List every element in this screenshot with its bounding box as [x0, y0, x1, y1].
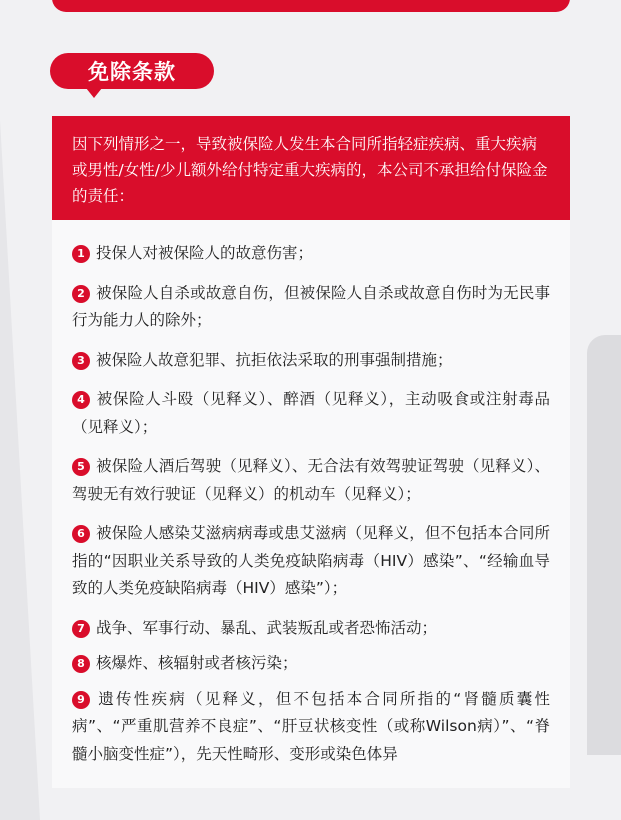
item-number-badge: 3 [72, 352, 90, 370]
intro-text: 因下列情形之一，导致被保险人发生本合同所指轻症疾病、重大疾病或男性/女性/少儿额外给付特定重大疾病的，本公司不承担给付保险金的责任： [72, 135, 548, 205]
item-text: 投保人对被保险人的故意伤害； [96, 244, 314, 262]
item-number-badge: 6 [72, 525, 90, 543]
item-text: 被保险人故意犯罪、抗拒依法采取的刑事强制措施； [96, 350, 453, 369]
background-shape [0, 120, 40, 820]
list-item [72, 615, 550, 643]
item-text: 被保险人斗殴（见释义）、醉酒（见释义），主动吸食或注射毒品（见释义）； [72, 390, 550, 436]
item-text: 被保险人感染艾滋病病毒或患艾滋病（见释义，但不包括本合同所指的“因职业关系导致的人类免疫缺陷病毒（HIV）感染”、“经输血导致的人类免疫缺陷病毒（HIV）感染”）； [72, 524, 550, 597]
exclusion-list [52, 220, 570, 788]
section-intro [52, 116, 570, 220]
list-item [72, 386, 550, 441]
item-number-badge: 8 [72, 655, 90, 673]
list-item [72, 240, 550, 268]
item-text: 核爆炸、核辐射或者核污染； [96, 654, 298, 672]
item-number-badge: 7 [72, 620, 90, 638]
list-item [72, 520, 550, 603]
top-banner-edge [52, 0, 570, 12]
background-silhouette [587, 335, 621, 755]
list-item [72, 686, 550, 769]
list-item [72, 280, 550, 335]
item-number-badge: 9 [72, 691, 90, 709]
list-item [72, 650, 550, 678]
item-text: 被保险人酒后驾驶（见释义）、无合法有效驾驶证驾驶（见释义）、驾驶无有效行驶证（见释义）的机动车（见释义）； [72, 457, 550, 503]
item-text: 战争、军事行动、暴乱、武装叛乱或者恐怖活动； [96, 618, 438, 637]
item-number-badge: 2 [72, 285, 90, 303]
item-number-badge: 4 [72, 391, 90, 409]
item-number-badge: 1 [72, 245, 90, 263]
list-item [72, 347, 550, 375]
item-text: 遗传性疾病（见释义，但不包括本合同所指的“肾髓质囊性病”、“严重肌营养不良症”、“肝豆状核变性（或称Wilson病）”、“脊髓小脑变性症”），先天性畸形、变形或染色体异 [72, 689, 550, 763]
item-number-badge: 5 [72, 458, 90, 476]
section-title: 免除条款 [50, 53, 214, 89]
item-text: 被保险人自杀或故意自伤，但被保险人自杀或故意自伤时为无民事行为能力人的除外； [72, 283, 550, 329]
list-item [72, 453, 550, 508]
